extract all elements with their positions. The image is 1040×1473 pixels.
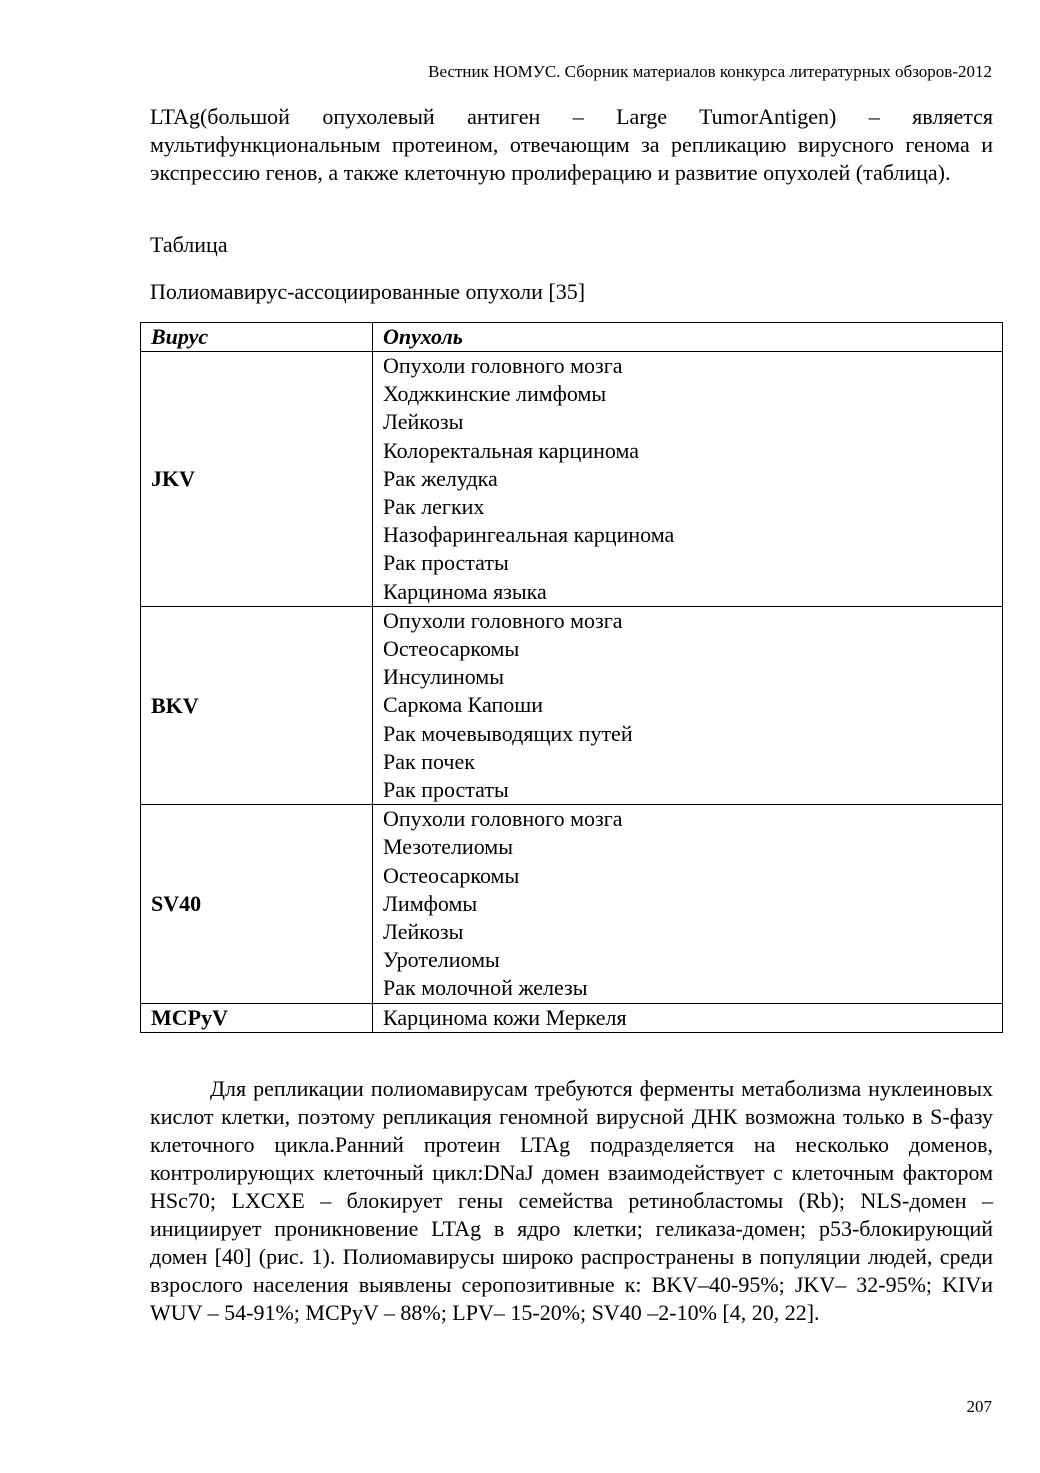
tumor-item: Опухоли головного мозга: [383, 806, 623, 832]
body-paragraph: Для репликации полиомавирусам требуются ферменты метаболизма нуклеиновых кислот клетки, поэтому репликация геномной вирусной ДНК возможна только в S-фазу клеточного цикла.Ранний протеин LTAg подразделяется на несколько доменов, контролирующих клеточный цикл:DNaJ домен взаимодействует с клеточным фактором HSc70; LXCXE – блокирует гены семейства ретинобластомы (Rb); NLS-домен – инициирует проникновение LTAg в ядро клетки; геликаза-домен; p53-блокирующий домен [40] (рис. 1). Полиомавирусы широко распространены в популяции людей, среди взрослого населения выявлены серопозитивные к: BKV–40-95%; JKV– 32-95%; KIVи WUV – 54-91%; MCPyV – 88%; LPV– 15-20%; SV40 –2-10% [4, 20, 22].: [150, 1076, 993, 1325]
tumor-list-cell: [373, 805, 1003, 1003]
tumor-item: Рак мочевыводящих путей: [383, 720, 633, 746]
tumor-item: Карцинома языка: [383, 578, 547, 604]
table-row: [141, 805, 1003, 1003]
running-header: Вестник НОМУС. Сборник материалов конкурса литературных обзоров-2012: [428, 62, 992, 81]
table-row: [141, 352, 1003, 607]
tumor-item: Рак простаты: [383, 777, 509, 803]
tumor-item: Карцинома кожи Меркеля: [383, 1004, 627, 1030]
virus-cell: BKV: [141, 606, 373, 804]
header-tumor: Опухоль: [373, 323, 1003, 352]
tumor-item: Остеосаркомы: [383, 862, 520, 888]
tumor-item: Рак простаты: [383, 550, 509, 576]
tumor-item: Рак желудка: [383, 465, 498, 491]
tumor-item: Колоректальная карцинома: [383, 437, 639, 463]
header-virus: Вирус: [141, 323, 373, 352]
intro-paragraph: LTAg(большой опухолевый антиген – Large TumorAntigen) – является мультифункциональным протеином, отвечающим за репликацию вирусного генома и экспрессию генов, а также клеточную пролиферацию и развитие опухолей (таблица).: [150, 104, 993, 185]
tumor-item: Рак почек: [383, 748, 475, 774]
tumor-item: Лимфомы: [383, 890, 478, 916]
tumor-list-cell: [373, 352, 1003, 607]
tumor-item: Инсулиномы: [383, 664, 504, 690]
table-body: [141, 352, 1003, 1033]
tumor-item: Уротелиомы: [383, 947, 500, 973]
tumor-list-cell: [373, 606, 1003, 804]
tumor-item: Лейкозы: [383, 409, 464, 435]
tumor-list-cell: [373, 1003, 1003, 1032]
tumor-item: Саркома Капоши: [383, 692, 543, 718]
tumor-item: Рак легких: [383, 494, 485, 520]
virus-cell: JKV: [141, 352, 373, 607]
table-title: Полиомавирус-ассоциированные опухоли [35]: [150, 279, 586, 304]
table-row: [141, 606, 1003, 804]
tumor-item: Лейкозы: [383, 919, 464, 945]
page-number: 207: [966, 1397, 992, 1416]
virus-cell: MCPyV: [141, 1003, 373, 1032]
tumor-item: Мезотелиомы: [383, 834, 513, 860]
table-header-row: [141, 323, 1003, 352]
tumor-item: Опухоли головного мозга: [383, 607, 623, 633]
tumor-item: Назофарингеальная карцинома: [383, 522, 675, 548]
tumor-item: Ходжкинские лимфомы: [383, 381, 607, 407]
tumor-table: [140, 322, 1003, 1033]
tumor-item: Рак молочной железы: [383, 975, 588, 1001]
table-label: Таблица: [150, 232, 228, 257]
virus-cell: SV40: [141, 805, 373, 1003]
tumor-item: Остеосаркомы: [383, 636, 520, 662]
tumor-item: Опухоли головного мозга: [383, 353, 623, 378]
table-row: [141, 1003, 1003, 1032]
